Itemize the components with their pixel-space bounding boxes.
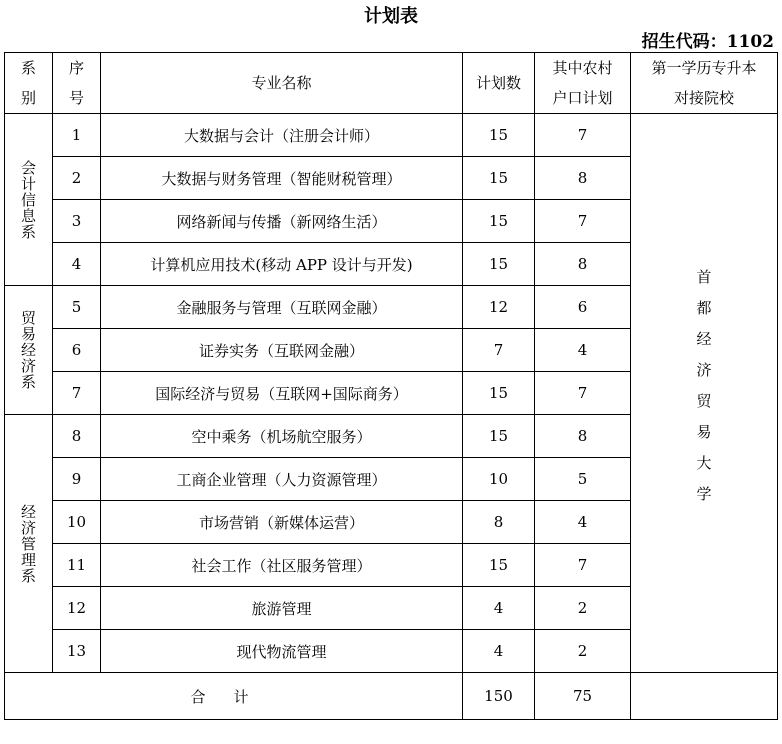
major-cell: 大数据与会计（注册会计师） <box>101 114 463 157</box>
seq-cell: 7 <box>53 372 101 415</box>
plan-cell: 7 <box>463 329 535 372</box>
major-cell: 市场营销（新媒体运营） <box>101 501 463 544</box>
plan-cell: 15 <box>463 372 535 415</box>
rural-cell: 7 <box>535 114 631 157</box>
plan-cell: 4 <box>463 587 535 630</box>
plan-table <box>4 52 778 720</box>
rural-cell: 7 <box>535 200 631 243</box>
major-cell: 国际经济与贸易（互联网+国际商务） <box>101 372 463 415</box>
rural-cell: 2 <box>535 630 631 673</box>
seq-cell: 1 <box>53 114 101 157</box>
rural-cell: 8 <box>535 415 631 458</box>
plan-cell: 4 <box>463 630 535 673</box>
plan-cell: 15 <box>463 157 535 200</box>
plan-cell: 10 <box>463 458 535 501</box>
major-cell: 网络新闻与传播（新网络生活） <box>101 200 463 243</box>
header-seq: 序 号 <box>53 53 101 114</box>
total-label: 合计 <box>5 673 463 720</box>
enrollment-code: 招生代码：1102 <box>641 32 774 52</box>
total-row <box>5 673 778 720</box>
dept-cell: 经济管理系 <box>5 415 53 673</box>
header-dept: 系 别 <box>5 53 53 114</box>
major-cell: 证券实务（互联网金融） <box>101 329 463 372</box>
seq-cell: 13 <box>53 630 101 673</box>
seq-cell: 8 <box>53 415 101 458</box>
rural-cell: 7 <box>535 372 631 415</box>
dept-cell: 会计信息系 <box>5 114 53 286</box>
rural-cell: 7 <box>535 544 631 587</box>
plan-cell: 15 <box>463 200 535 243</box>
header-plan: 计划数 <box>463 53 535 114</box>
major-cell: 旅游管理 <box>101 587 463 630</box>
total-university-blank <box>631 673 778 720</box>
plan-cell: 15 <box>463 114 535 157</box>
rural-cell: 4 <box>535 329 631 372</box>
rural-cell: 4 <box>535 501 631 544</box>
header-major: 专业名称 <box>101 53 463 114</box>
document-title: 计划表 <box>364 6 418 27</box>
plan-cell: 12 <box>463 286 535 329</box>
seq-cell: 12 <box>53 587 101 630</box>
rural-cell: 2 <box>535 587 631 630</box>
seq-cell: 11 <box>53 544 101 587</box>
seq-cell: 3 <box>53 200 101 243</box>
seq-cell: 4 <box>53 243 101 286</box>
major-cell: 空中乘务（机场航空服务） <box>101 415 463 458</box>
seq-cell: 6 <box>53 329 101 372</box>
header-rural: 其中农村 户口计划 <box>535 53 631 114</box>
major-cell: 金融服务与管理（互联网金融） <box>101 286 463 329</box>
dept-cell: 贸易经济系 <box>5 286 53 415</box>
header-row <box>5 53 778 114</box>
university-cell: 首都经济贸易大学 <box>631 114 778 673</box>
major-cell: 社会工作（社区服务管理） <box>101 544 463 587</box>
plan-cell: 15 <box>463 415 535 458</box>
seq-cell: 9 <box>53 458 101 501</box>
rural-cell: 8 <box>535 243 631 286</box>
major-cell: 大数据与财务管理（智能财税管理） <box>101 157 463 200</box>
plan-cell: 8 <box>463 501 535 544</box>
major-cell: 现代物流管理 <box>101 630 463 673</box>
rural-cell: 8 <box>535 157 631 200</box>
total-rural: 75 <box>535 673 631 720</box>
seq-cell: 2 <box>53 157 101 200</box>
header-university: 第一学历专升本 对接院校 <box>631 53 778 114</box>
plan-cell: 15 <box>463 243 535 286</box>
seq-cell: 10 <box>53 501 101 544</box>
major-cell: 工商企业管理（人力资源管理） <box>101 458 463 501</box>
total-plan: 150 <box>463 673 535 720</box>
rural-cell: 6 <box>535 286 631 329</box>
seq-cell: 5 <box>53 286 101 329</box>
plan-cell: 15 <box>463 544 535 587</box>
rural-cell: 5 <box>535 458 631 501</box>
table-row <box>5 114 778 157</box>
major-cell: 计算机应用技术(移动 APP 设计与开发) <box>101 243 463 286</box>
